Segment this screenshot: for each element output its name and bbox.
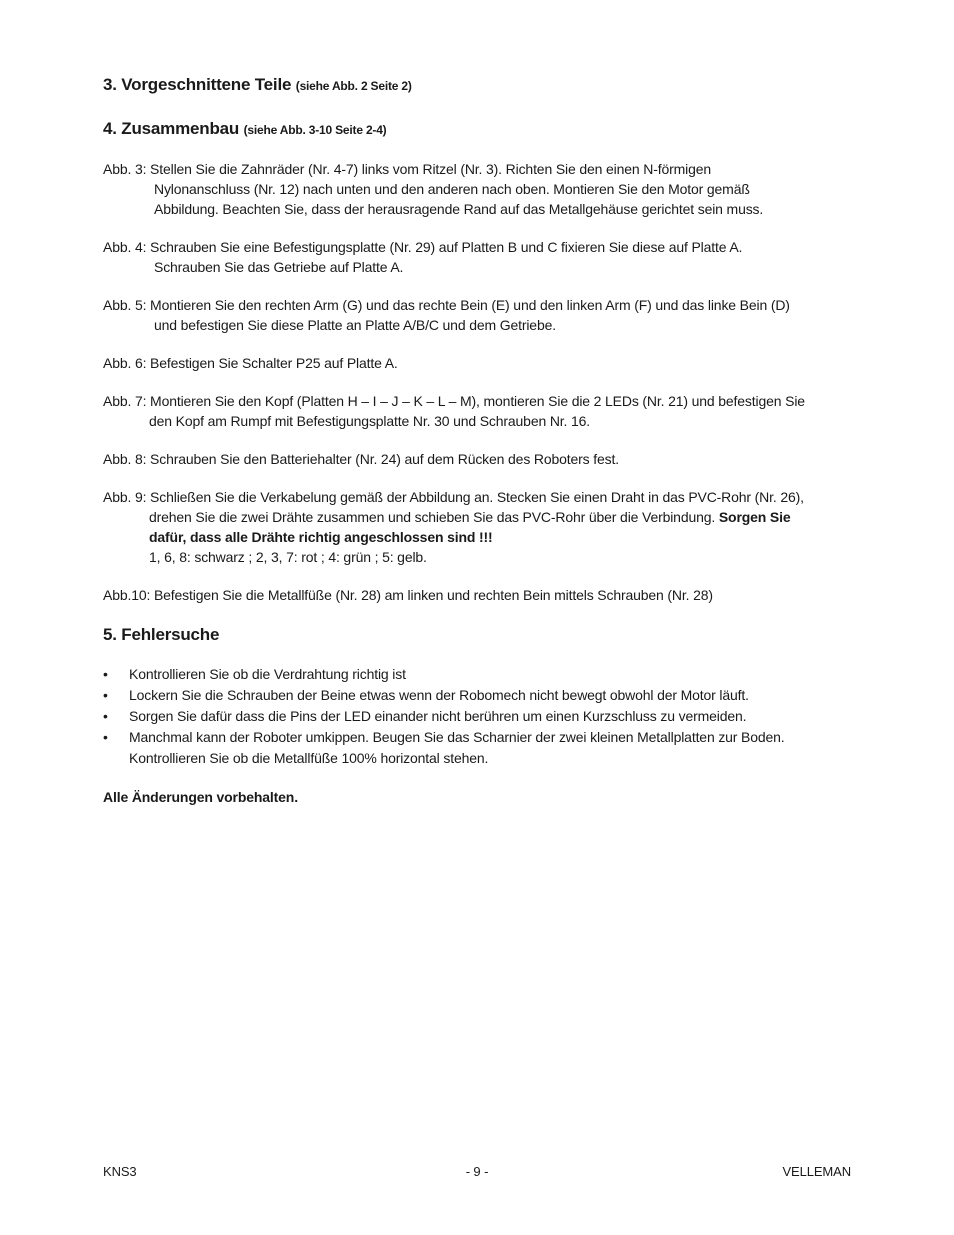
footer-brand: VELLEMAN bbox=[782, 1164, 851, 1179]
step-abb-9-line-1: Abb. 9: Schließen Sie die Verkabelung gemäß der Abbildung an. Stecken Sie einen Draht in das PVC-Rohr (Nr. 26), bbox=[103, 489, 804, 505]
page-content bbox=[103, 74, 853, 807]
step-abb-3 bbox=[103, 159, 853, 219]
step-abb-3-line-3: Abbildung. Beachten Sie, dass der herausragende Rand auf das Metallgehäuse gerichtet sein muss. bbox=[154, 201, 764, 217]
section-4-title: 4. Zusammenbau bbox=[103, 119, 240, 138]
step-abb-7-line-2: den Kopf am Rumpf mit Befestigungsplatte Nr. 30 und Schrauben Nr. 16. bbox=[149, 413, 591, 429]
bullet-icon: • bbox=[103, 729, 108, 745]
step-abb-7 bbox=[103, 391, 853, 431]
step-abb-9-warning-end: dafür, dass alle Drähte richtig angeschlossen sind !!! bbox=[149, 529, 493, 545]
footer-product-code: KNS3 bbox=[103, 1164, 137, 1179]
step-abb-9 bbox=[103, 487, 853, 567]
step-abb-7-line-1: Abb. 7: Montieren Sie den Kopf (Platten H – I – J – K – L – M), montieren Sie die 2 LEDs (Nr. 21) und befestigen Sie bbox=[103, 393, 805, 409]
step-abb-4-line-2: Schrauben Sie das Getriebe auf Platte A. bbox=[154, 259, 404, 275]
step-abb-10 bbox=[103, 585, 853, 605]
section-4-heading bbox=[103, 118, 853, 141]
section-5-title: 5. Fehlersuche bbox=[103, 625, 220, 644]
section-3-reference: (siehe Abb. 2 Seite 2) bbox=[295, 79, 412, 93]
step-abb-10-line-1: Abb.10: Befestigen Sie die Metallfüße (Nr. 28) am linken und rechten Bein mittels Schrauben (Nr. 28) bbox=[103, 587, 713, 603]
step-abb-8 bbox=[103, 449, 853, 469]
list-item-text: Lockern Sie die Schrauben der Beine etwas wenn der Robomech nicht bewegt obwohl der Motor läuft. bbox=[129, 687, 749, 703]
list-item-text: Sorgen Sie dafür dass die Pins der LED einander nicht berühren um einen Kurzschluss zu vermeiden. bbox=[129, 708, 747, 724]
section-3-title: 3. Vorgeschnittene Teile bbox=[103, 75, 292, 94]
step-abb-4-line-1: Abb. 4: Schrauben Sie eine Befestigungsplatte (Nr. 29) auf Platten B und C fixieren Sie diese auf Platte A. bbox=[103, 239, 743, 255]
step-abb-3-line-1: Abb. 3: Stellen Sie die Zahnräder (Nr. 4-7) links vom Ritzel (Nr. 3). Richten Sie den einen N-förmigen bbox=[103, 161, 711, 177]
troubleshooting-list bbox=[103, 664, 853, 769]
list-item-text: Kontrollieren Sie ob die Verdrahtung richtig ist bbox=[129, 666, 406, 682]
bullet-icon: • bbox=[103, 666, 108, 682]
footer-page-number: - 9 - bbox=[465, 1164, 489, 1179]
list-item bbox=[103, 727, 853, 769]
list-item-text: Manchmal kann der Roboter umkippen. Beugen Sie das Scharnier der zwei kleinen Metallplatten zur Boden. bbox=[129, 729, 785, 745]
list-item bbox=[103, 685, 853, 706]
step-abb-9-wire-colors: 1, 6, 8: schwarz ; 2, 3, 7: rot ; 4: grün ; 5: gelb. bbox=[149, 549, 427, 565]
list-item-text-continued: Kontrollieren Sie ob die Metallfüße 100% horizontal stehen. bbox=[129, 750, 489, 766]
step-abb-9-warning-start: Sorgen Sie bbox=[718, 509, 791, 525]
list-item bbox=[103, 664, 853, 685]
section-4-reference: (siehe Abb. 3-10 Seite 2-4) bbox=[243, 123, 387, 137]
rights-notice: Alle Änderungen vorbehalten. bbox=[103, 789, 298, 805]
step-abb-8-line-1: Abb. 8: Schrauben Sie den Batteriehalter (Nr. 24) auf dem Rücken des Roboters fest. bbox=[103, 451, 619, 467]
step-abb-5-line-1: Abb. 5: Montieren Sie den rechten Arm (G) und das rechte Bein (E) und den linken Arm (F) und das linke Bein (D) bbox=[103, 297, 790, 313]
step-abb-5-line-2: und befestigen Sie diese Platte an Platte A/B/C und dem Getriebe. bbox=[154, 317, 556, 333]
step-abb-9-line-2 bbox=[103, 507, 853, 527]
list-item bbox=[103, 706, 853, 727]
step-abb-9-line-2-text: drehen Sie die zwei Drähte zusammen und schieben Sie das PVC-Rohr über die Verbindung. bbox=[149, 509, 716, 525]
step-abb-6-line-1: Abb. 6: Befestigen Sie Schalter P25 auf Platte A. bbox=[103, 355, 398, 371]
bullet-icon: • bbox=[103, 687, 108, 703]
step-abb-4 bbox=[103, 237, 853, 277]
step-abb-3-line-2: Nylonanschluss (Nr. 12) nach unten und den anderen nach oben. Montieren Sie den Motor gemäß bbox=[154, 181, 750, 197]
section-3-heading bbox=[103, 74, 853, 97]
step-abb-5 bbox=[103, 295, 853, 335]
bullet-icon: • bbox=[103, 708, 108, 724]
step-abb-6 bbox=[103, 353, 853, 373]
section-5-heading bbox=[103, 624, 853, 646]
